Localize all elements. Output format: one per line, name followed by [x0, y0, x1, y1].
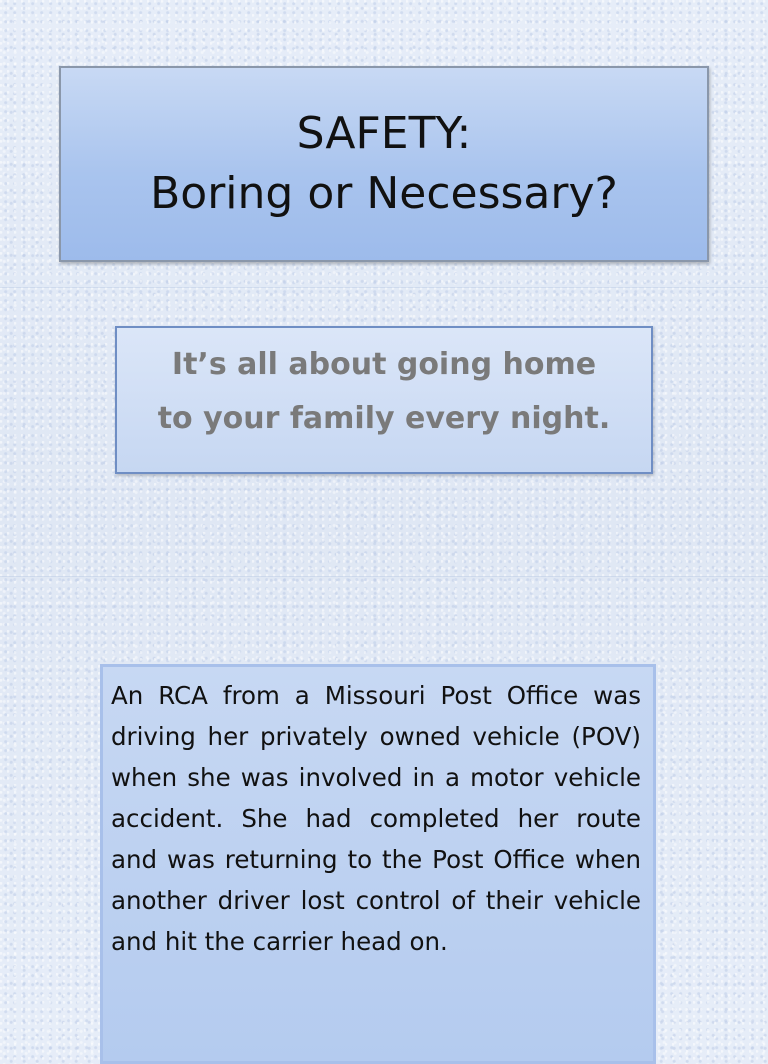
subtitle-line-2: to your family every night. — [157, 401, 611, 436]
title-panel — [59, 66, 709, 262]
title-line-1: SAFETY: — [296, 108, 472, 159]
subtitle-panel — [115, 326, 653, 474]
story-panel — [100, 664, 656, 1064]
slide-divider — [0, 576, 768, 577]
story-paragraph: An RCA from a Missouri Post Office was driving her privately owned vehicle (POV) when she was involved in a motor vehicle accident. She had completed her route and was returning to the Post Office when another driver lost control of their vehicle and hit the carrier head on. — [111, 681, 641, 956]
title-line-2: Boring or Necessary? — [150, 168, 618, 219]
slide-divider — [0, 287, 768, 288]
subtitle-line-1: It’s all about going home — [171, 347, 597, 382]
